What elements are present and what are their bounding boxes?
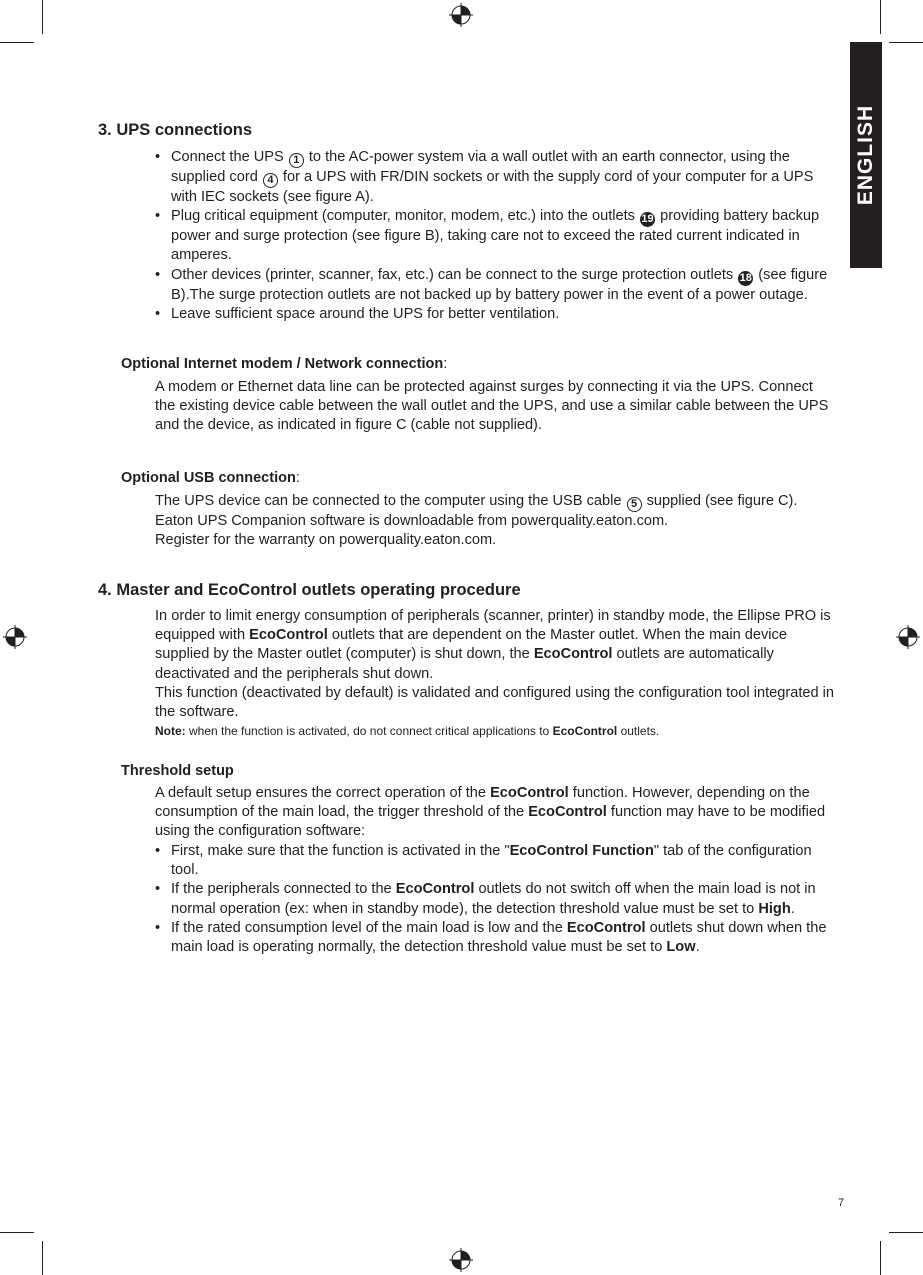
threshold-list <box>155 842 835 957</box>
list-item: • Other devices (printer, scanner, fax, etc.) can be connect to the surge protection outlets 18 (see figure B).The surge protection outlets are not backed up by battery power in the event of a power outage. <box>155 266 828 303</box>
modem-paragraph: A modem or Ethernet data line can be protected against surges by connecting it via the UPS. Connect the existing device cable between the wall outlet and the UPS, and use a similar cable between the UPS and the device, as indicated in figure C (cable not supplied). <box>155 379 829 434</box>
threshold-heading: Threshold setup <box>121 763 234 779</box>
registration-mark-icon <box>449 1248 473 1272</box>
usb-paragraph: The UPS device can be connected to the computer using the USB cable 5 supplied (see figure C). Eaton UPS Companion software is downloadable from powerquality.eaton.com. Register for the warranty on powerquality.eaton.com. <box>155 493 798 549</box>
page-number: 7 <box>838 1197 845 1209</box>
modem-heading: Optional Internet modem / Network connection: <box>121 356 448 372</box>
list-item: • Connect the UPS 1 to the AC-power system via a wall outlet with an earth connector, using the supplied cord 4 for a UPS with FR/DIN sockets or with the supply cord of your computer for a UPS with IEC sockets (see figure A). <box>155 149 814 205</box>
language-tab <box>850 42 882 268</box>
crop-mark <box>42 0 43 34</box>
ref-number-badge: 18 <box>739 271 752 284</box>
list-item: • First, make sure that the function is activated in the "EcoControl Function" tab of the configuration tool. <box>155 843 812 879</box>
usb-heading: Optional USB connection: <box>121 470 300 486</box>
list-item: • If the peripherals connected to the EcoControl outlets do not switch off when the main load is not in normal operation (ex: when in standby mode), the detection threshold value must be set to High. <box>155 881 816 917</box>
ref-number-badge: 5 <box>627 497 642 512</box>
section-4-heading: 4. Master and EcoControl outlets operating procedure <box>98 581 521 599</box>
crop-mark <box>0 1232 34 1233</box>
crop-mark <box>0 42 34 43</box>
registration-mark-icon <box>896 625 920 649</box>
ecocontrol-paragraph: In order to limit energy consumption of peripherals (scanner, printer) in standby mode, the Ellipse PRO is equipped with EcoControl outlets that are dependent on the Master outlet. When the main device supplied by the Master outlet (computer) is shut down, the EcoControl outlets are automatically deactivated and the peripherals shut down. This function (deactivated by default) is validated and configured using the configuration tool integrated in the software. Note: when the function is activated, do not connect critical applications to EcoControl outlets. <box>155 608 835 739</box>
threshold-paragraph: A default setup ensures the correct operation of the EcoControl function. However, depending on the consumption of the main load, the trigger threshold of the EcoControl function may have to be modified using the configuration software: <box>155 785 826 840</box>
crop-mark <box>889 42 923 43</box>
ups-connections-list <box>155 148 835 324</box>
registration-mark-icon <box>3 625 27 649</box>
language-tab-label: ENGLISH <box>854 104 877 206</box>
list-item: • If the rated consumption level of the main load is low and the EcoControl outlets shut down when the main load is operating normally, the detection threshold value must be set to Low. <box>155 919 827 956</box>
list-item: • Plug critical equipment (computer, monitor, modem, etc.) into the outlets 19 providing battery backup power and surge protection (see figure B), taking care not to exceed the rated current indicated in amperes. <box>155 208 820 264</box>
section-3-heading: 3. UPS connections <box>98 121 253 139</box>
registration-mark-icon <box>449 3 473 27</box>
crop-mark <box>889 1232 923 1233</box>
crop-mark <box>42 1241 43 1275</box>
crop-mark <box>880 0 881 34</box>
ref-number-badge: 19 <box>641 213 654 226</box>
ref-number-badge: 4 <box>263 173 278 188</box>
list-item: • Leave sufficient space around the UPS for better ventilation. <box>155 305 560 322</box>
ref-number-badge: 1 <box>289 153 304 168</box>
crop-mark <box>880 1241 881 1275</box>
